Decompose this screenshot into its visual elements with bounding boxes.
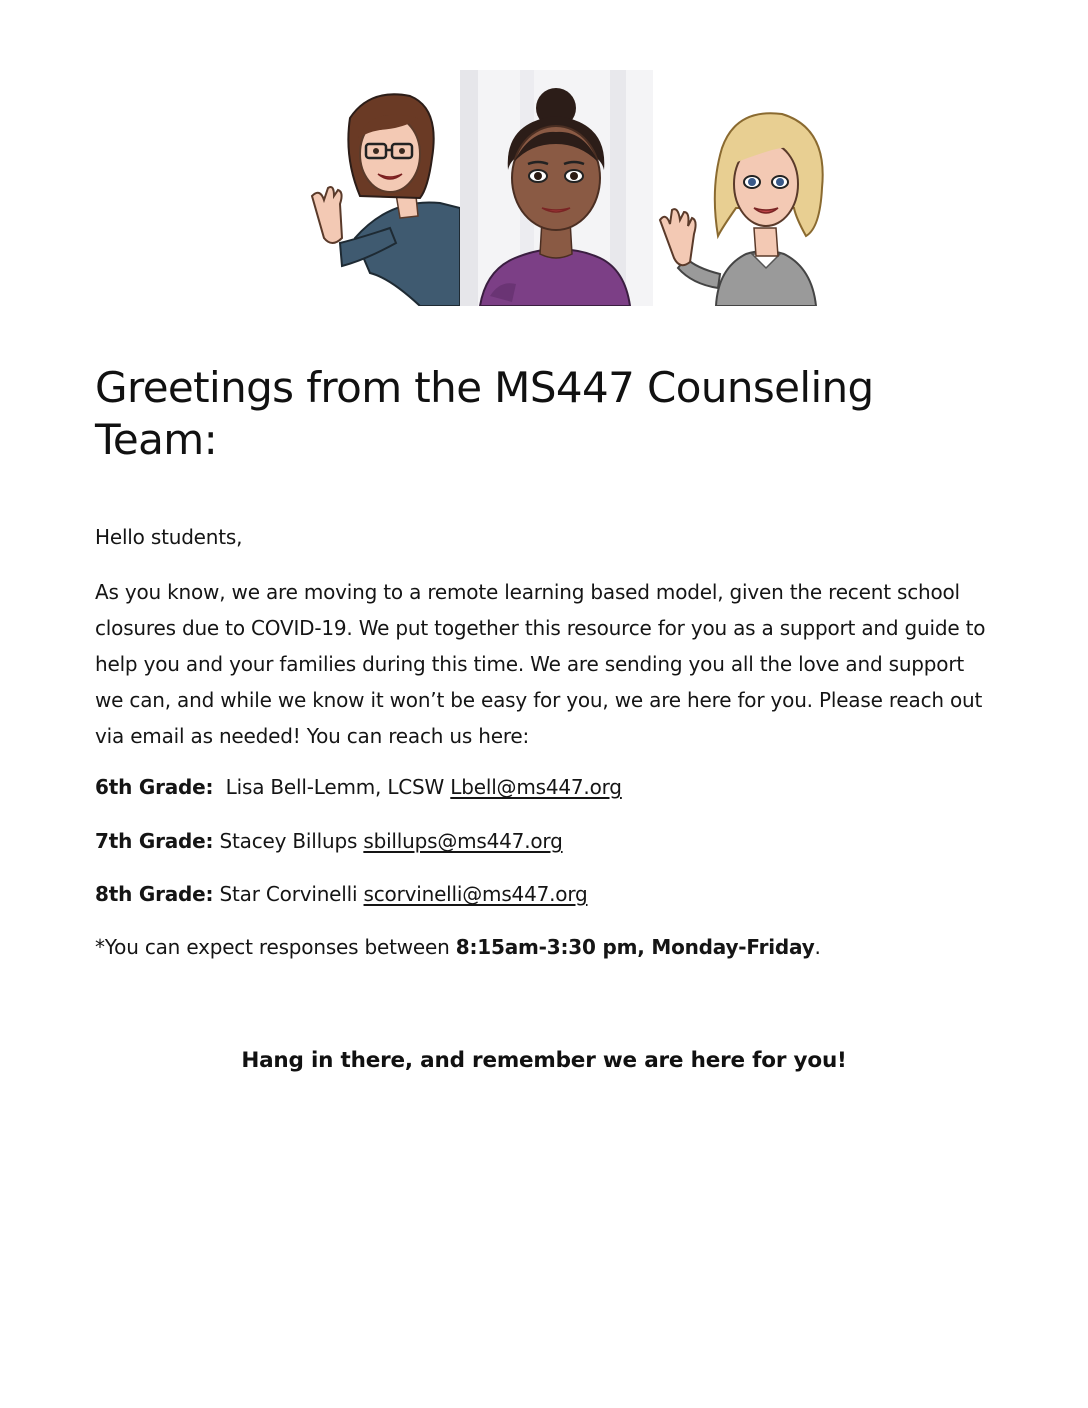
closing-message: Hang in there, and remember we are here for you! (241, 1048, 847, 1073)
page-title: Greetings from the MS447 Counseling Team: (95, 363, 874, 464)
waving-blonde-counselor-avatar (656, 108, 834, 306)
intro-paragraph: As you know, we are moving to a remote learning based model, given the recent school closures due to COVID-19. We put together this resource for you as a support and guide to help you and your families during this time. We are sending you all the love and support we can, and while we know it won’t be easy for you, we are here for you. Please reach out via email as needed! You can reach us here: (95, 580, 986, 748)
counselor-avatars (300, 70, 840, 306)
counselor-with-hair-bun-avatar (460, 70, 653, 306)
email-link-6th-grade[interactable]: Lbell@ms447.org (450, 775, 622, 799)
contact-7th-grade (95, 828, 563, 854)
hours-times: 8:15am-3:30 pm, Monday-Friday (455, 935, 815, 959)
hours-suffix: . (814, 935, 821, 959)
counselor-name: Stacey Billups (219, 829, 358, 853)
contact-8th-grade (95, 881, 588, 907)
grade-label: 8th Grade: (95, 882, 214, 906)
contact-6th-grade (95, 774, 622, 800)
hours-prefix: *You can expect responses between (95, 935, 450, 959)
response-hours-note (95, 934, 821, 960)
greeting-text: Hello students, (95, 525, 243, 549)
grade-label: 7th Grade: (95, 829, 214, 853)
waving-counselor-with-glasses-avatar (300, 88, 460, 306)
counselor-name: Lisa Bell-Lemm, LCSW (225, 775, 445, 799)
counselor-name: Star Corvinelli (219, 882, 358, 906)
email-link-8th-grade[interactable]: scorvinelli@ms447.org (363, 882, 588, 906)
grade-label: 6th Grade: (95, 775, 214, 799)
email-link-7th-grade[interactable]: sbillups@ms447.org (363, 829, 563, 853)
